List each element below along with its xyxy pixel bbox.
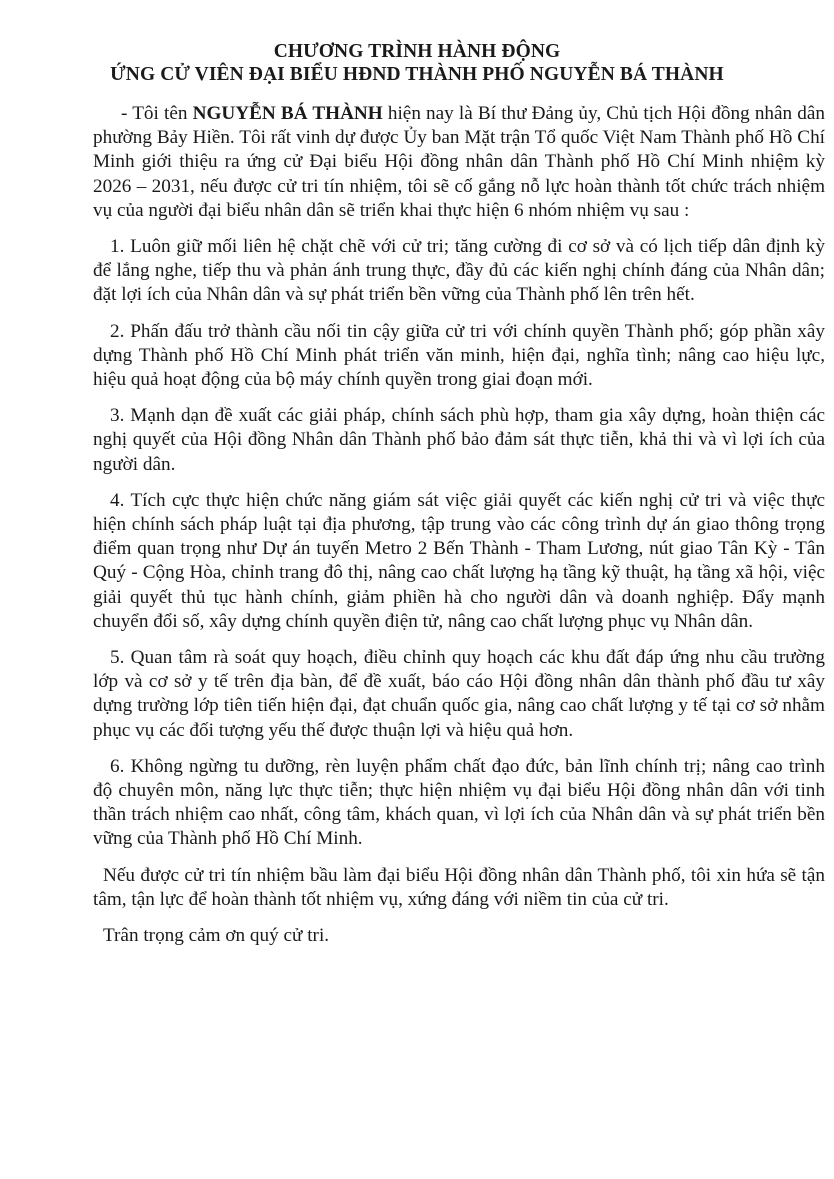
task-item-4: 4. Tích cực thực hiện chức năng giám sát việc giải quyết các kiến nghị cử tri và việc thực hiện chính sách pháp luật tại địa phương, tập trung vào các công trình dự án giao thông trọng điểm quan trọng như Dự án tuyến Metro 2 Bến Thành - Tham Lương, nút giao Tân Kỳ - Tân Quý - Cộng Hòa, chỉnh trang đô thị, nâng cao chất lượng hạ tầng kỹ thuật, hạ tầng xã hội, việc giải quyết thủ tục hành chính, giảm phiền hà cho người dân và doanh nghiệp. Đẩy mạnh chuyển đổi số, xây dựng chính quyền điện tử, nâng cao chất lượng phục vụ Nhân dân.	[93, 489, 825, 632]
thanks-line: Trân trọng cảm ơn quý cử tri.	[103, 925, 330, 947]
intro-text: hiện nay là Bí thư Đảng ủy, Chủ tịch Hội đồng nhân dân phường Bảy Hiền. Tôi rất vinh dự được Ủy ban Mặt trận Tổ quốc Việt Nam Thành phố Hồ Chí Minh giới thiệu ra ứng cử Đại biểu Hội đồng nhân dân Thành phố Hồ Chí Minh nhiệm kỳ 2026 – 2031, nếu được cử tri tín nhiệm, tôi sẽ cố gắng nỗ lực hoàn thành tốt chức trách nhiệm vụ của người đại biểu nhân dân sẽ triển khai thực hiện 6 nhóm nhiệm vụ sau :	[93, 103, 825, 221]
task-item-1: 1. Luôn giữ mối liên hệ chặt chẽ với cử tri; tăng cường đi cơ sở và có lịch tiếp dân định kỳ để lắng nghe, tiếp thu và phản ánh trung thực, đầy đủ các kiến nghị chính đáng của Nhân dân; đặt lợi ích của Nhân dân và sự phát triển bền vững của Thành phố lên trên hết.	[93, 236, 825, 306]
document-subtitle: ỨNG CỬ VIÊN ĐẠI BIỂU HĐND THÀNH PHỐ NGUYỄN BÁ THÀNH	[110, 64, 724, 85]
intro-prefix: - Tôi tên	[121, 103, 193, 124]
document-body	[93, 102, 825, 960]
task-item-2: 2. Phấn đấu trở thành cầu nối tin cậy giữa cử tri với chính quyền Thành phố; góp phần xây dựng Thành phố Hồ Chí Minh phát triển văn minh, hiện đại, nghĩa tình; nâng cao hiệu lực, hiệu quả hoạt động của bộ máy chính quyền trong giai đoạn mới.	[93, 320, 825, 391]
task-item-5: 5. Quan tâm rà soát quy hoạch, điều chỉnh quy hoạch các khu đất đáp ứng nhu cầu trường lớp và cơ sở y tế trên địa bàn, để đề xuất, báo cáo Hội đồng nhân dân thành phố đầu tư xây dựng trường lớp tiên tiến hiện đại, đạt chuẩn quốc gia, nâng cao chất lượng y tế tại cơ sở nhằm phục vụ các đối tượng yếu thế được thuận lợi và hiệu quả hơn.	[93, 647, 825, 741]
closing-paragraph: Nếu được cử tri tín nhiệm bầu làm đại biểu Hội đồng nhân dân Thành phố, tôi xin hứa sẽ tận tâm, tận lực để hoàn thành tốt nhiệm vụ, xứng đáng với niềm tin của cử tri.	[93, 864, 825, 910]
document-title: CHƯƠNG TRÌNH HÀNH ĐỘNG	[273, 41, 561, 62]
intro-paragraph	[93, 102, 825, 223]
task-item-6: 6. Không ngừng tu dưỡng, rèn luyện phẩm chất đạo đức, bản lĩnh chính trị; nâng cao trình độ chuyên môn, năng lực thực tiễn; thực hiện nhiệm vụ đại biểu Hội đồng nhân dân với tinh thần trách nhiệm cao nhất, công tâm, khách quan, vì lợi ích của Nhân dân và sự phát triển bền vững của Thành phố Hồ Chí Minh.	[93, 755, 825, 850]
task-item-3: 3. Mạnh dạn đề xuất các giải pháp, chính sách phù hợp, tham gia xây dựng, hoàn thiện các nghị quyết của Hội đồng Nhân dân Thành phố bảo đảm sát thực tiễn, khả thi và vì lợi ích của người dân.	[93, 405, 825, 475]
candidate-name: NGUYỄN BÁ THÀNH	[192, 103, 383, 124]
